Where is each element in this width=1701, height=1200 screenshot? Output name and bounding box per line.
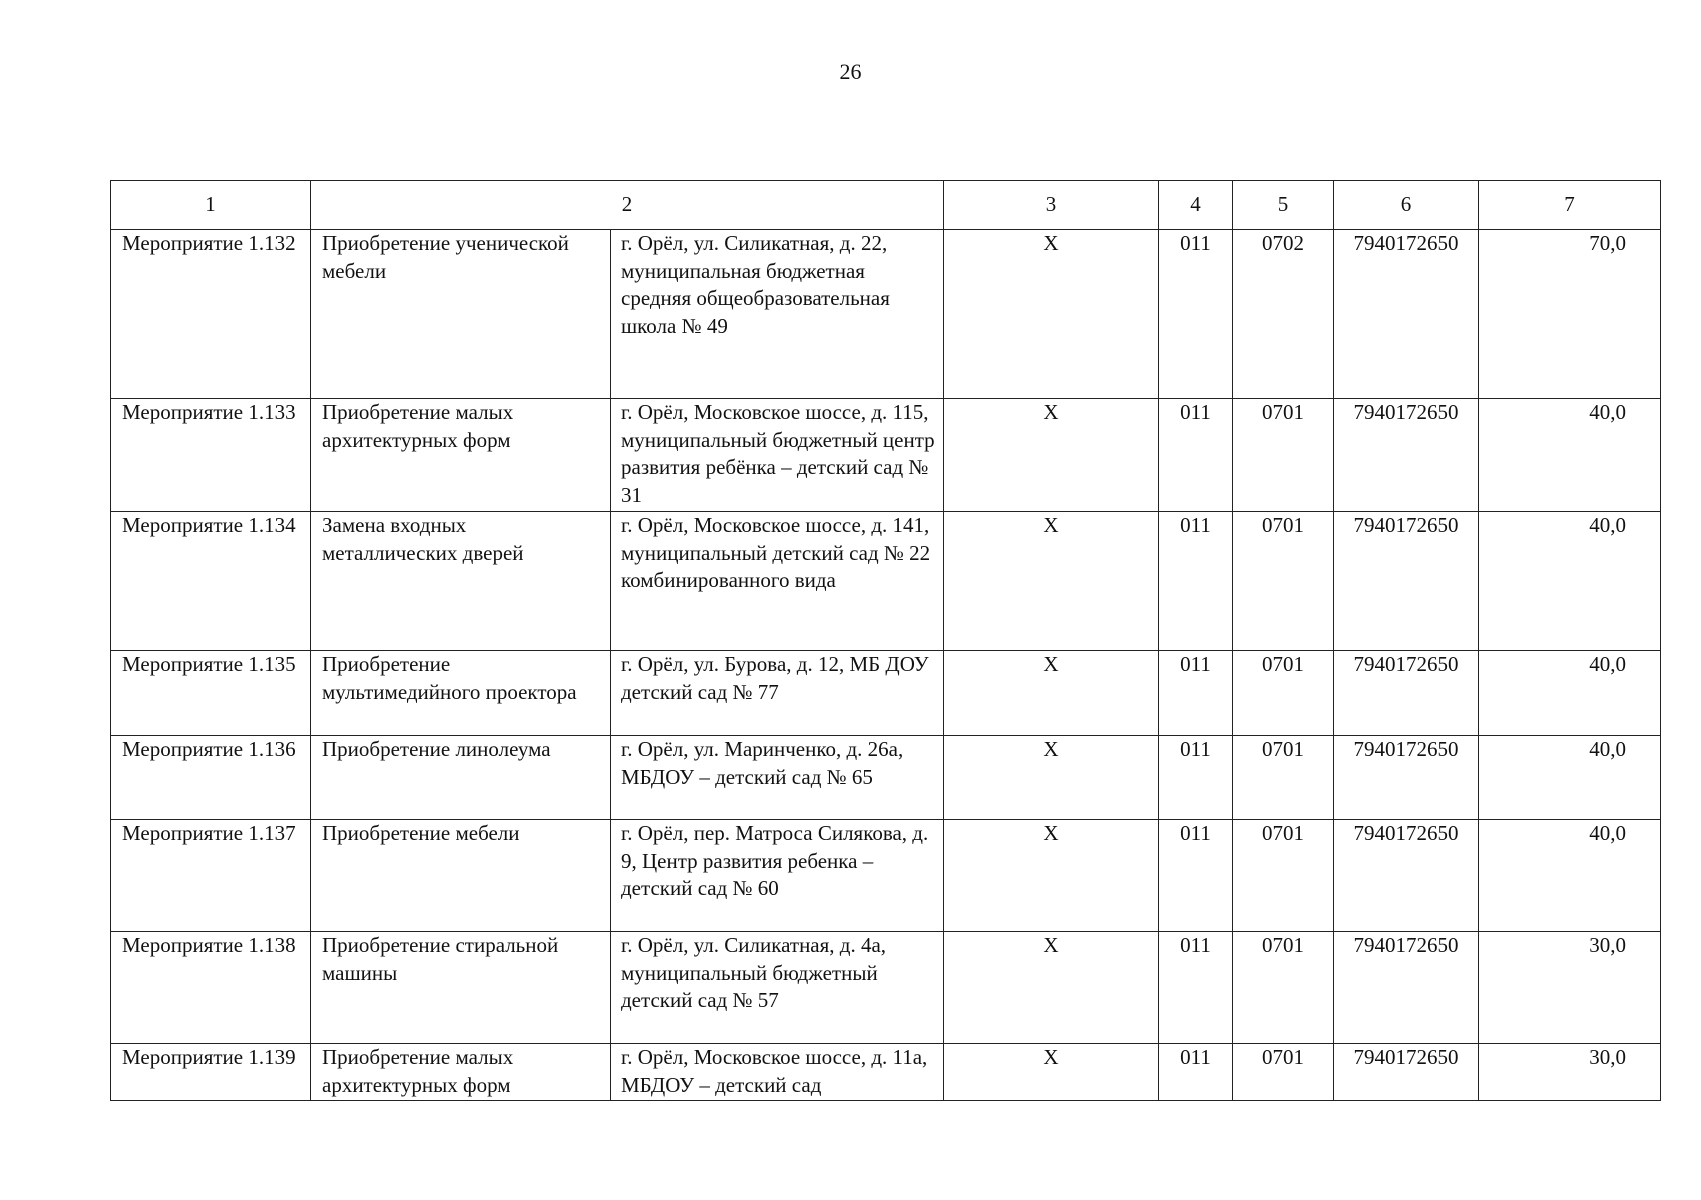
measures-table: [110, 180, 1661, 1101]
name-cell: Приобретение ученической мебели: [311, 230, 611, 399]
table-row: [111, 820, 1661, 932]
col3-cell: Х: [944, 512, 1159, 651]
col4-cell: 011: [1159, 230, 1233, 399]
col6-cell: 7940172650: [1334, 651, 1479, 736]
address-cell: г. Орёл, ул. Силикатная, д. 4а, муниципальный бюджетный детский сад № 57: [611, 932, 944, 1044]
col3-cell: Х: [944, 820, 1159, 932]
col4-cell: 011: [1159, 651, 1233, 736]
amount-cell: 70,0: [1479, 230, 1661, 399]
amount-cell: 40,0: [1479, 651, 1661, 736]
col5-cell: 0701: [1233, 512, 1334, 651]
table-row: [111, 399, 1661, 512]
table-row: [111, 932, 1661, 1044]
address-cell: г. Орёл, Московское шоссе, д. 115, муниципальный бюджетный центр развития ребёнка – детский сад № 31: [611, 399, 944, 512]
name-cell: Приобретение линолеума: [311, 736, 611, 820]
page-number: 26: [839, 59, 862, 84]
address-cell: г. Орёл, Московское шоссе, д. 141, муниципальный детский сад № 22 комбинированного вида: [611, 512, 944, 651]
amount-cell: 30,0: [1479, 932, 1661, 1044]
name-cell: Приобретение малых архитектурных форм: [311, 399, 611, 512]
col6-cell: 7940172650: [1334, 932, 1479, 1044]
table-row: [111, 651, 1661, 736]
address-cell: г. Орёл, Московское шоссе, д. 11а, МБДОУ – детский сад: [611, 1044, 944, 1101]
col5-cell: 0702: [1233, 230, 1334, 399]
header-col-2: 2: [311, 181, 944, 230]
event-cell: Мероприятие 1.137: [111, 820, 311, 932]
event-cell: Мероприятие 1.135: [111, 651, 311, 736]
table-row: [111, 230, 1661, 399]
amount-cell: 40,0: [1479, 820, 1661, 932]
event-cell: Мероприятие 1.134: [111, 512, 311, 651]
amount-cell: 40,0: [1479, 736, 1661, 820]
col5-cell: 0701: [1233, 651, 1334, 736]
col4-cell: 011: [1159, 512, 1233, 651]
col4-cell: 011: [1159, 932, 1233, 1044]
amount-cell: 40,0: [1479, 399, 1661, 512]
col6-cell: 7940172650: [1334, 1044, 1479, 1101]
header-col-6: 6: [1334, 181, 1479, 230]
event-cell: Мероприятие 1.139: [111, 1044, 311, 1101]
name-cell: Приобретение малых архитектурных форм: [311, 1044, 611, 1101]
table-row: [111, 736, 1661, 820]
header-col-3: 3: [944, 181, 1159, 230]
header-col-7: 7: [1479, 181, 1661, 230]
col4-cell: 011: [1159, 1044, 1233, 1101]
event-cell: Мероприятие 1.138: [111, 932, 311, 1044]
table-row: [111, 1044, 1661, 1101]
header-col-1: 1: [111, 181, 311, 230]
header-col-5: 5: [1233, 181, 1334, 230]
col3-cell: Х: [944, 1044, 1159, 1101]
col6-cell: 7940172650: [1334, 512, 1479, 651]
col5-cell: 0701: [1233, 1044, 1334, 1101]
col4-cell: 011: [1159, 399, 1233, 512]
col6-cell: 7940172650: [1334, 820, 1479, 932]
col6-cell: 7940172650: [1334, 230, 1479, 399]
header-col-4: 4: [1159, 181, 1233, 230]
table-header-row: [111, 181, 1661, 230]
col5-cell: 0701: [1233, 399, 1334, 512]
col4-cell: 011: [1159, 820, 1233, 932]
name-cell: Приобретение мебели: [311, 820, 611, 932]
event-cell: Мероприятие 1.132: [111, 230, 311, 399]
address-cell: г. Орёл, ул. Маринченко, д. 26а, МБДОУ – детский сад № 65: [611, 736, 944, 820]
col3-cell: Х: [944, 230, 1159, 399]
address-cell: г. Орёл, ул. Силикатная, д. 22, муниципальная бюджетная средняя общеобразовательная школа № 49: [611, 230, 944, 399]
amount-cell: 40,0: [1479, 512, 1661, 651]
name-cell: Замена входных металлических дверей: [311, 512, 611, 651]
col4-cell: 011: [1159, 736, 1233, 820]
event-cell: Мероприятие 1.136: [111, 736, 311, 820]
address-cell: г. Орёл, пер. Матроса Силякова, д. 9, Центр развития ребенка – детский сад № 60: [611, 820, 944, 932]
name-cell: Приобретение стиральной машины: [311, 932, 611, 1044]
col5-cell: 0701: [1233, 932, 1334, 1044]
col6-cell: 7940172650: [1334, 736, 1479, 820]
col3-cell: Х: [944, 736, 1159, 820]
col3-cell: Х: [944, 651, 1159, 736]
amount-cell: 30,0: [1479, 1044, 1661, 1101]
table-row: [111, 512, 1661, 651]
address-cell: г. Орёл, ул. Бурова, д. 12, МБ ДОУ детский сад № 77: [611, 651, 944, 736]
event-cell: Мероприятие 1.133: [111, 399, 311, 512]
col6-cell: 7940172650: [1334, 399, 1479, 512]
name-cell: Приобретение мультимедийного проектора: [311, 651, 611, 736]
col5-cell: 0701: [1233, 736, 1334, 820]
col3-cell: Х: [944, 399, 1159, 512]
col3-cell: Х: [944, 932, 1159, 1044]
col5-cell: 0701: [1233, 820, 1334, 932]
